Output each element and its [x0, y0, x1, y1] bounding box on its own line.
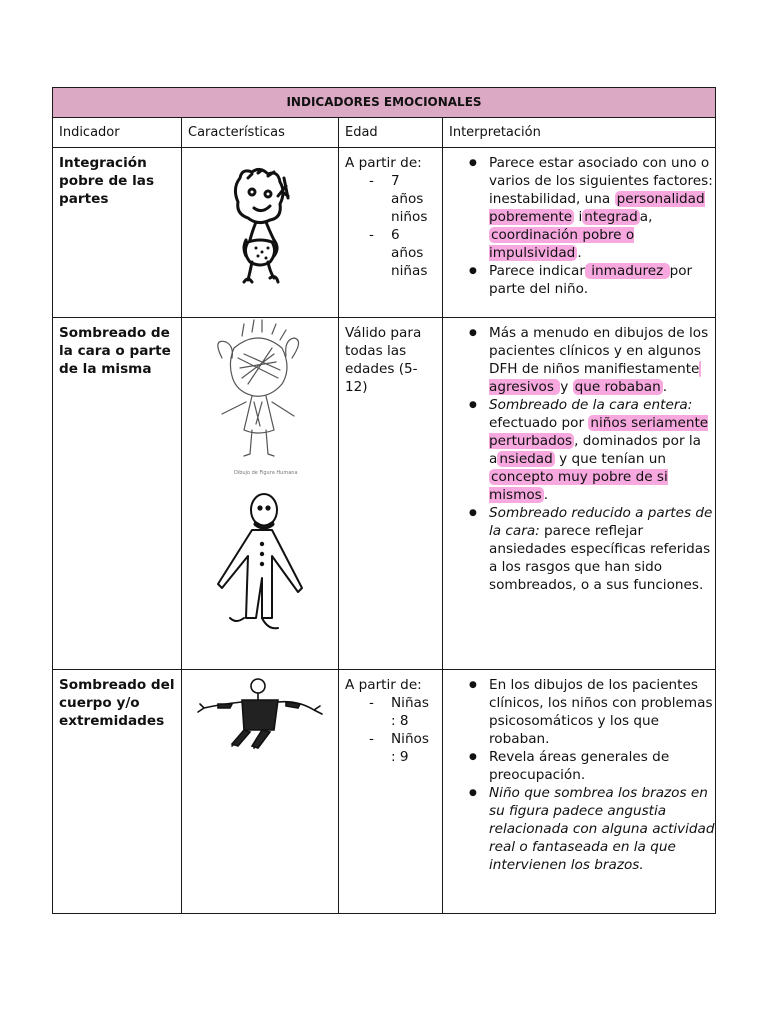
drawing-caption: Dibujo de Figura Humana	[234, 470, 298, 476]
age-cell: Válido para todas las edades (5-12)	[339, 318, 443, 670]
highlight: personalidad pobremente	[489, 191, 705, 225]
interpretation-cell	[443, 318, 716, 670]
emotional-indicators-table	[52, 87, 716, 914]
highlight: inmadurez	[586, 263, 668, 279]
header-interpretacion: Interpretación	[443, 118, 716, 148]
list-item: ● Revela áreas generales de preocupación.	[469, 748, 715, 784]
indicator-cell: Integración pobre de las partes	[53, 148, 182, 318]
table-title: INDICADORES EMOCIONALES	[53, 88, 716, 118]
highlight: coordinación pobre o impulsividad	[489, 227, 635, 261]
age-item: - Niñas : 8	[367, 694, 436, 730]
age-item: - 7 años niños	[367, 172, 436, 226]
list-item: ● Parece estar asociado con uno o varios de los siguientes factores: inestabilidad, una personalidad pobremente i ntegrad a, coordinación pobre o impulsividad .	[469, 154, 715, 262]
table-row	[53, 148, 716, 318]
interpretation-list	[443, 154, 715, 298]
indicator-cell: Sombreado del cuerpo y/o extremidades	[53, 670, 182, 914]
list-item: ● Más a menudo en dibujos de los pacientes clínicos y en algunos DFH de niños manifiestamente agresivos y que robaban .	[469, 324, 715, 396]
age-list	[345, 172, 436, 280]
age-cell	[339, 670, 443, 914]
characteristics-cell	[182, 670, 339, 914]
characteristics-cell	[182, 148, 339, 318]
table-row	[53, 318, 716, 670]
list-item: ● Niño que sombrea los brazos en su figura padece angustia relacionada con alguna actividad real o fantaseada en la que intervienen los brazos.	[469, 784, 715, 874]
header-indicador: Indicador	[53, 118, 182, 148]
header-edad: Edad	[339, 118, 443, 148]
highlight: que robaban	[574, 379, 661, 395]
age-lead: A partir de:	[345, 677, 422, 693]
interpretation-list	[443, 324, 715, 594]
age-list	[345, 694, 436, 766]
indicator-cell: Sombreado de la cara o parte de la misma	[53, 318, 182, 670]
age-lead: A partir de:	[345, 155, 422, 171]
highlight: niños seriamente perturbados	[489, 415, 709, 449]
child-drawing-poor-integration	[182, 148, 337, 316]
highlight: nsiedad	[499, 451, 553, 467]
highlight: concepto muy pobre de si mismos	[489, 469, 668, 503]
list-item: ● Sombreado reducido a partes de la cara: parece reflejar ansiedades específicas referidas a los rasgos que han sido sombreados, o a sus funciones.	[469, 504, 715, 594]
interpretation-list	[443, 676, 715, 874]
child-drawing-face-shading	[182, 318, 337, 478]
table-row	[53, 670, 716, 914]
age-item: - 6 años niñas	[367, 226, 436, 280]
interpretation-cell	[443, 670, 716, 914]
header-caracteristicas: Características	[182, 118, 339, 148]
characteristics-cell	[182, 318, 339, 670]
list-item: ● Parece indicar inmadurez por parte del niño.	[469, 262, 715, 298]
interpretation-cell	[443, 148, 716, 318]
age-cell	[339, 148, 443, 318]
child-drawing-stick-figure	[182, 478, 337, 648]
child-drawing-body-shading	[182, 670, 337, 760]
age-item: - Niños : 9	[367, 730, 436, 766]
list-item: ● En los dibujos de los pacientes clínicos, los niños con problemas psicosomáticos y los que robaban.	[469, 676, 715, 748]
list-item: ● Sombreado de la cara entera: efectuado por niños seriamente perturbados , dominados por la a nsiedad y que tenían un concepto muy pobre de si mismos .	[469, 396, 715, 504]
highlight: ntegrad	[584, 209, 638, 225]
highlight: agresivos	[489, 361, 701, 395]
